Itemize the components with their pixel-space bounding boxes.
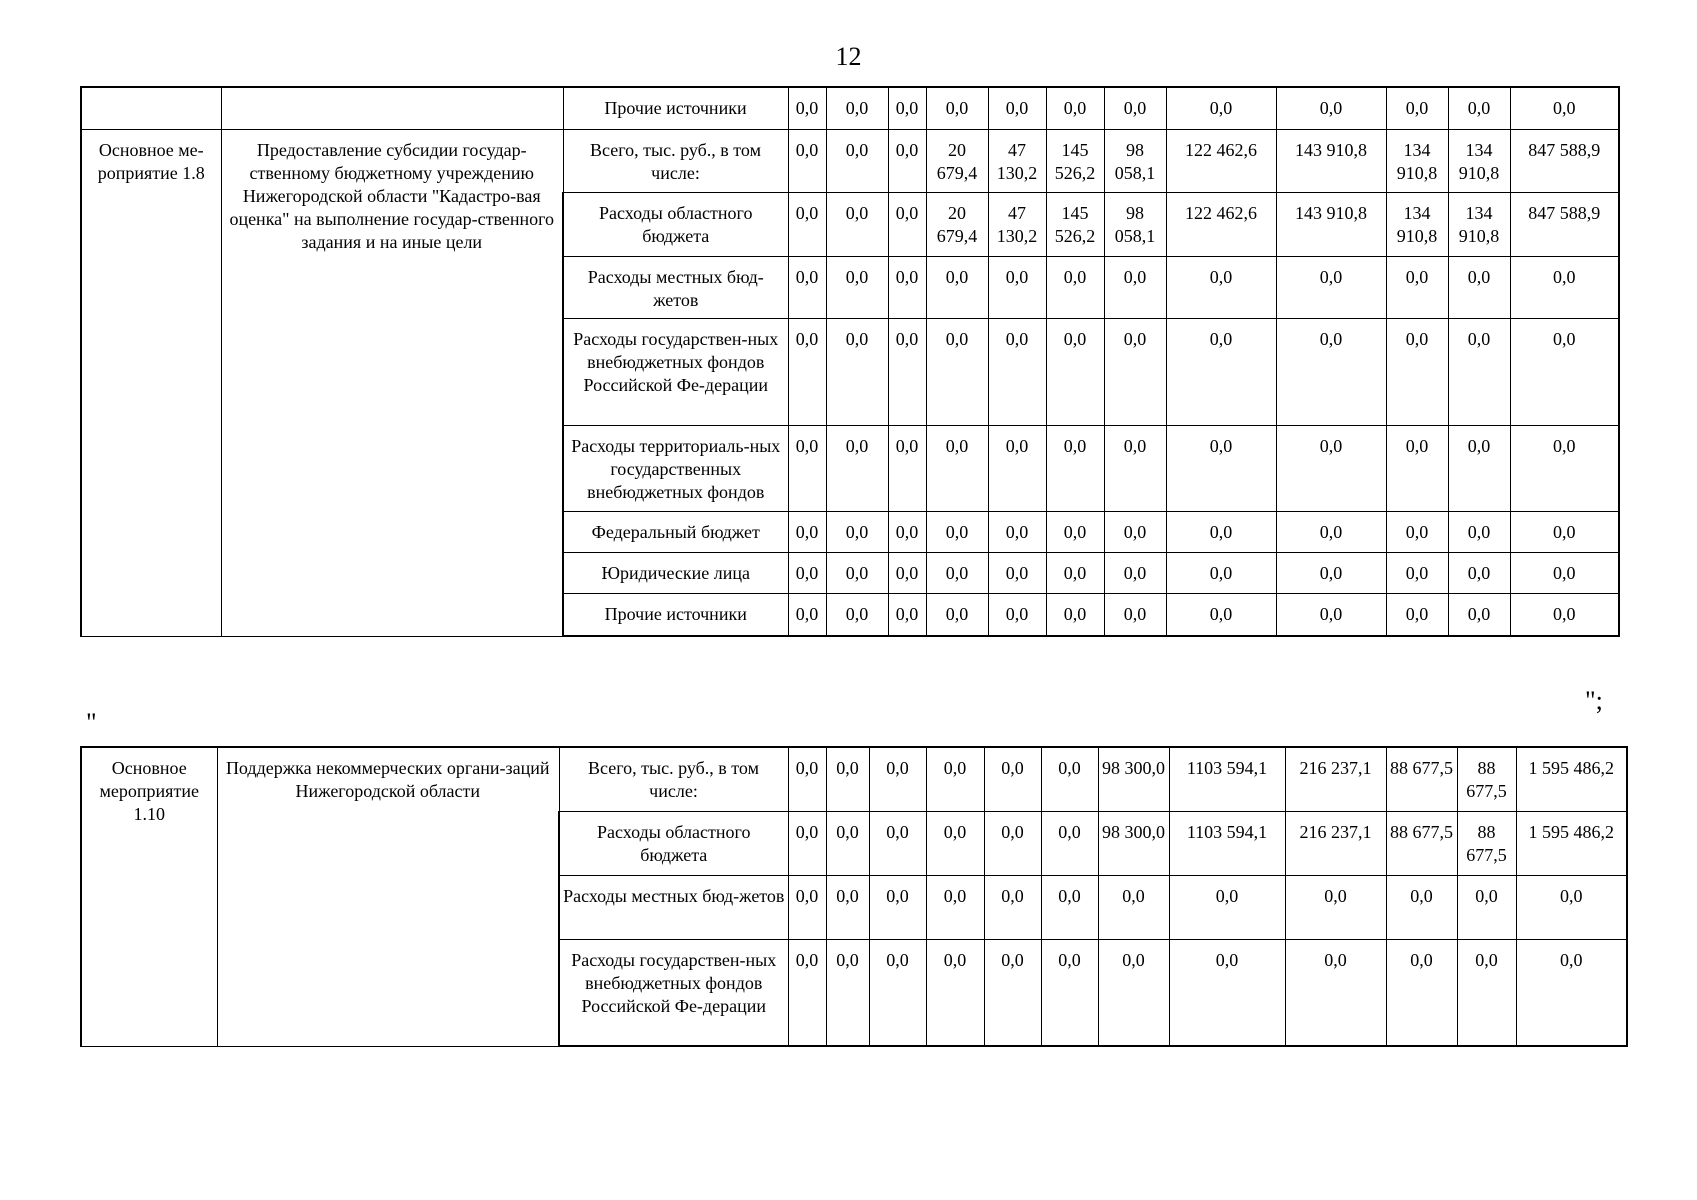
- amount-cell: 20 679,4: [926, 129, 988, 192]
- amount-cell: 0,0: [1046, 256, 1104, 318]
- amount-cell: 47 130,2: [988, 192, 1046, 256]
- amount-cell: 0,0: [1169, 875, 1285, 939]
- amount-cell: 134 910,8: [1386, 129, 1448, 192]
- amount-cell: 0,0: [788, 256, 826, 318]
- amount-cell: 0,0: [1046, 511, 1104, 552]
- amount-cell: 0,0: [826, 511, 888, 552]
- amount-cell: 0,0: [788, 552, 826, 593]
- amount-cell: 0,0: [1510, 593, 1619, 636]
- amount-cell: 847 588,9: [1510, 192, 1619, 256]
- amount-cell: 0,0: [1448, 593, 1510, 636]
- amount-cell: 0,0: [1276, 256, 1386, 318]
- amount-cell: 216 237,1: [1285, 811, 1386, 875]
- amount-cell: 0,0: [926, 552, 988, 593]
- table-row: [81, 87, 1619, 129]
- funding-source-cell: Расходы государствен-ных внебюджетных фондов Российской Фе-дерации: [563, 318, 788, 425]
- amount-cell: 0,0: [826, 425, 888, 511]
- amount-cell: 0,0: [1104, 87, 1166, 129]
- amount-cell: 0,0: [888, 256, 926, 318]
- amount-cell: 0,0: [1276, 318, 1386, 425]
- table-row: [81, 747, 1627, 811]
- funding-table-continued: [80, 86, 1620, 637]
- amount-cell: 0,0: [788, 318, 826, 425]
- amount-cell: 1103 594,1: [1169, 747, 1285, 811]
- amount-cell: 0,0: [926, 875, 984, 939]
- amount-cell: 0,0: [888, 318, 926, 425]
- amount-cell: 0,0: [1166, 552, 1276, 593]
- amount-cell: 0,0: [1448, 511, 1510, 552]
- amount-cell: 0,0: [984, 811, 1041, 875]
- funding-source-cell: Расходы местных бюд-жетов: [559, 875, 788, 939]
- amount-cell: 0,0: [1516, 939, 1627, 1046]
- amount-cell: 88 677,5: [1386, 811, 1457, 875]
- amount-cell: 0,0: [1516, 875, 1627, 939]
- amount-cell: 0,0: [826, 811, 869, 875]
- amount-cell: 0,0: [869, 811, 926, 875]
- amount-cell: 0,0: [888, 425, 926, 511]
- table-row: [81, 129, 1619, 192]
- amount-cell: 0,0: [869, 939, 926, 1046]
- amount-cell: 88 677,5: [1457, 747, 1516, 811]
- amount-cell: 0,0: [1457, 939, 1516, 1046]
- funding-source-cell: Всего, тыс. руб., в том числе:: [563, 129, 788, 192]
- amount-cell: 0,0: [1386, 256, 1448, 318]
- activity-description-cell: Предоставление субсидии государ-ственному бюджетному учреждению Нижегородской области "Кадастро-вая оценка" на выполнение государ-ственного задания и на иные цели: [221, 129, 563, 636]
- amount-cell: 0,0: [888, 552, 926, 593]
- amount-cell: 0,0: [1104, 256, 1166, 318]
- funding-source-cell: Федеральный бюджет: [563, 511, 788, 552]
- activity-code-cell: Основное ме-роприятие 1.8: [81, 129, 221, 636]
- amount-cell: 0,0: [1041, 811, 1098, 875]
- opening-quote: ": [86, 708, 97, 737]
- amount-cell: 0,0: [926, 425, 988, 511]
- activity-description-cell: Поддержка некоммерческих органи-заций Нижегородской области: [217, 747, 559, 1046]
- page-number: 12: [835, 42, 862, 71]
- amount-cell: 0,0: [1448, 425, 1510, 511]
- amount-cell: 0,0: [988, 511, 1046, 552]
- amount-cell: 0,0: [788, 593, 826, 636]
- amount-cell: 0,0: [1510, 318, 1619, 425]
- amount-cell: 0,0: [1386, 875, 1457, 939]
- amount-cell: 0,0: [988, 87, 1046, 129]
- amount-cell: 0,0: [926, 811, 984, 875]
- amount-cell: 20 679,4: [926, 192, 988, 256]
- amount-cell: 0,0: [1046, 593, 1104, 636]
- amount-cell: 0,0: [826, 318, 888, 425]
- amount-cell: 0,0: [826, 593, 888, 636]
- amount-cell: 0,0: [988, 318, 1046, 425]
- amount-cell: 0,0: [826, 552, 888, 593]
- amount-cell: 0,0: [1386, 939, 1457, 1046]
- amount-cell: 0,0: [984, 939, 1041, 1046]
- amount-cell: 0,0: [888, 87, 926, 129]
- amount-cell: 0,0: [1386, 318, 1448, 425]
- amount-cell: 0,0: [826, 87, 888, 129]
- amount-cell: 0,0: [1510, 511, 1619, 552]
- amount-cell: 0,0: [788, 425, 826, 511]
- amount-cell: 0,0: [926, 318, 988, 425]
- amount-cell: 0,0: [1041, 939, 1098, 1046]
- amount-cell: 0,0: [926, 747, 984, 811]
- amount-cell: 0,0: [1041, 747, 1098, 811]
- amount-cell: 0,0: [1448, 552, 1510, 593]
- amount-cell: 0,0: [1285, 875, 1386, 939]
- amount-cell: 134 910,8: [1386, 192, 1448, 256]
- funding-source-cell: Прочие источники: [563, 87, 788, 129]
- amount-cell: 0,0: [1166, 425, 1276, 511]
- amount-cell: 98 300,0: [1098, 811, 1169, 875]
- amount-cell: 0,0: [826, 129, 888, 192]
- amount-cell: 0,0: [1166, 256, 1276, 318]
- amount-cell: 122 462,6: [1166, 129, 1276, 192]
- amount-cell: 0,0: [869, 747, 926, 811]
- funding-table-new-edition: [80, 746, 1628, 1047]
- amount-cell: 0,0: [1098, 939, 1169, 1046]
- amount-cell: 0,0: [1276, 552, 1386, 593]
- amount-cell: 1 595 486,2: [1516, 811, 1627, 875]
- amount-cell: 134 910,8: [1448, 129, 1510, 192]
- amount-cell: 0,0: [988, 256, 1046, 318]
- amount-cell: 0,0: [1510, 256, 1619, 318]
- amount-cell: 0,0: [1169, 939, 1285, 1046]
- amount-cell: 0,0: [788, 875, 826, 939]
- amount-cell: 0,0: [1448, 256, 1510, 318]
- amount-cell: 847 588,9: [1510, 129, 1619, 192]
- amount-cell: 0,0: [1098, 875, 1169, 939]
- amount-cell: 0,0: [1386, 593, 1448, 636]
- amount-cell: 0,0: [826, 939, 869, 1046]
- amount-cell: 98 300,0: [1098, 747, 1169, 811]
- amount-cell: 88 677,5: [1457, 811, 1516, 875]
- amount-cell: 0,0: [1276, 593, 1386, 636]
- amount-cell: 0,0: [1457, 875, 1516, 939]
- amount-cell: 0,0: [1041, 875, 1098, 939]
- amount-cell: 0,0: [1276, 87, 1386, 129]
- amount-cell: 0,0: [1166, 318, 1276, 425]
- amount-cell: 0,0: [1166, 593, 1276, 636]
- amount-cell: 0,0: [1104, 511, 1166, 552]
- funding-source-cell: Расходы территориаль-ных государственных внебюджетных фондов: [563, 425, 788, 511]
- amount-cell: 216 237,1: [1285, 747, 1386, 811]
- amount-cell: 0,0: [1166, 511, 1276, 552]
- empty-description-cell: [221, 87, 563, 129]
- amount-cell: 143 910,8: [1276, 129, 1386, 192]
- amount-cell: 0,0: [1046, 87, 1104, 129]
- amount-cell: 0,0: [888, 192, 926, 256]
- amount-cell: 0,0: [988, 425, 1046, 511]
- activity-code-cell: Основное мероприятие 1.10: [81, 747, 217, 1046]
- amount-cell: 0,0: [788, 87, 826, 129]
- amount-cell: 0,0: [1510, 552, 1619, 593]
- funding-source-cell: Расходы областного бюджета: [563, 192, 788, 256]
- amount-cell: 0,0: [1386, 511, 1448, 552]
- amount-cell: 0,0: [988, 552, 1046, 593]
- amount-cell: 0,0: [1046, 425, 1104, 511]
- amount-cell: 0,0: [1046, 318, 1104, 425]
- amount-cell: 0,0: [788, 747, 826, 811]
- amount-cell: 0,0: [1386, 87, 1448, 129]
- amount-cell: 145 526,2: [1046, 192, 1104, 256]
- amount-cell: 0,0: [1104, 425, 1166, 511]
- amount-cell: 0,0: [826, 875, 869, 939]
- amount-cell: 0,0: [869, 875, 926, 939]
- funding-source-cell: Расходы областного бюджета: [559, 811, 788, 875]
- amount-cell: 0,0: [1046, 552, 1104, 593]
- amount-cell: 0,0: [1285, 939, 1386, 1046]
- amount-cell: 1 595 486,2: [1516, 747, 1627, 811]
- amount-cell: 0,0: [926, 939, 984, 1046]
- amount-cell: 0,0: [888, 129, 926, 192]
- amount-cell: 0,0: [1448, 87, 1510, 129]
- amount-cell: 0,0: [888, 593, 926, 636]
- funding-source-cell: Расходы местных бюд-жетов: [563, 256, 788, 318]
- amount-cell: 0,0: [1386, 552, 1448, 593]
- amount-cell: 145 526,2: [1046, 129, 1104, 192]
- amount-cell: 0,0: [788, 811, 826, 875]
- amount-cell: 0,0: [988, 593, 1046, 636]
- amount-cell: 0,0: [788, 939, 826, 1046]
- empty-code-cell: [81, 87, 221, 129]
- amount-cell: 0,0: [1104, 552, 1166, 593]
- amount-cell: 0,0: [788, 511, 826, 552]
- amount-cell: 0,0: [1510, 425, 1619, 511]
- amount-cell: 143 910,8: [1276, 192, 1386, 256]
- amount-cell: 0,0: [888, 511, 926, 552]
- amount-cell: 122 462,6: [1166, 192, 1276, 256]
- amount-cell: 0,0: [826, 192, 888, 256]
- funding-source-cell: Прочие источники: [563, 593, 788, 636]
- amount-cell: 0,0: [984, 875, 1041, 939]
- funding-source-cell: Юридические лица: [563, 552, 788, 593]
- amount-cell: 0,0: [1104, 593, 1166, 636]
- amount-cell: 0,0: [826, 747, 869, 811]
- amount-cell: 0,0: [1386, 425, 1448, 511]
- amount-cell: 1103 594,1: [1169, 811, 1285, 875]
- amount-cell: 0,0: [1510, 87, 1619, 129]
- amount-cell: 98 058,1: [1104, 192, 1166, 256]
- amount-cell: 0,0: [788, 129, 826, 192]
- amount-cell: 0,0: [1448, 318, 1510, 425]
- amount-cell: 0,0: [1166, 87, 1276, 129]
- amount-cell: 0,0: [984, 747, 1041, 811]
- funding-source-cell: Всего, тыс. руб., в том числе:: [559, 747, 788, 811]
- amount-cell: 0,0: [1104, 318, 1166, 425]
- amount-cell: 0,0: [926, 256, 988, 318]
- closing-quote: ";: [1585, 686, 1603, 715]
- amount-cell: 0,0: [926, 593, 988, 636]
- amount-cell: 88 677,5: [1386, 747, 1457, 811]
- funding-source-cell: Расходы государствен-ных внебюджетных фондов Российской Фе-дерации: [559, 939, 788, 1046]
- amount-cell: 134 910,8: [1448, 192, 1510, 256]
- amount-cell: 0,0: [926, 511, 988, 552]
- amount-cell: 0,0: [788, 192, 826, 256]
- amount-cell: 0,0: [926, 87, 988, 129]
- amount-cell: 0,0: [1276, 425, 1386, 511]
- amount-cell: 0,0: [826, 256, 888, 318]
- amount-cell: 98 058,1: [1104, 129, 1166, 192]
- amount-cell: 0,0: [1276, 511, 1386, 552]
- amount-cell: 47 130,2: [988, 129, 1046, 192]
